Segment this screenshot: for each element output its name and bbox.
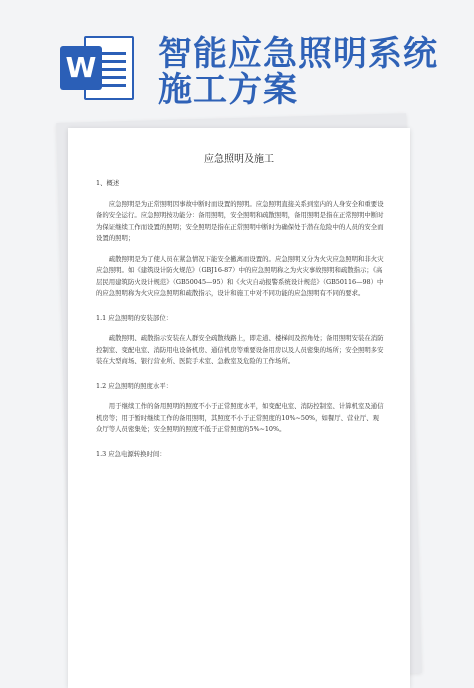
section-heading: 1.2 应急照明的照度水平：	[96, 381, 173, 390]
paragraph: 疏散照明、疏散指示安装在人群安全疏散线路上，即走道、楼梯间及拐角处；备用照明安装在消防控制室、变配电室、消防用电设备机房、通信机房等重要设备用房以及人员密集的场所；安全照明多安装在大型商场、银行营业所、医院手术室、急救室及危险的工作场所。	[96, 334, 384, 365]
document-title: 应急照明及施工	[204, 154, 274, 165]
paragraph: 应急照明是为正常照明因事故中断时而设置的照明。应急照明直接关系到室内的人身安全和重要设备的安全运行。应急照明按功能分：备用照明，安全照明和疏散照明，备用照明是指在正常照明中断时为保证继续工作而设置的照明；安全照明是指在正常照明中断时为确保处于潜在危险中的人员的安全而设置的照明；	[96, 199, 384, 242]
section-heading: 1、概述	[96, 179, 120, 187]
banner-title-line-1: 智能应急照明系统	[158, 34, 438, 74]
section-heading: 1.1 应急照明的安装部位：	[96, 313, 173, 322]
document-body	[68, 178, 410, 460]
paragraph: 疏散照明是为了使人员在紧急情况下能安全撤离而设置的。应急照明又分为火灾应急照明和非火灾应急照明。如《建筑设计防火规范》（GBJ16-87）中的应急照明称之为火灾事故照明和疏散指示；《高层民用建筑防火设计规范》（GB50045—95）和《火灾自动报警系统设计规范》（GB50116—98）中的应急照明称为火灾应急照明和疏散指示，设计和施工中对不同功能的应急照明有不同的要求。	[96, 254, 384, 297]
word-document-icon	[60, 36, 136, 100]
section-heading: 1.3 应急电源转换时间：	[96, 449, 166, 458]
banner-title	[158, 36, 438, 108]
paragraph: 用于继续工作的备用照明的照度不小于正常照度水平，如变配电室、消防控制室、计算机室及通信机房等；用于暂时继续工作的备用照明，其照度不小于正常照度的10%~50%，如餐厅、营业厅、观众厅等人员密集处；安全照明的照度不低于正常照度的5%~10%。	[96, 402, 384, 433]
banner	[0, 0, 474, 110]
banner-title-line-2: 施工方案	[158, 70, 298, 110]
document-page	[68, 128, 410, 688]
word-badge: W	[60, 46, 102, 90]
